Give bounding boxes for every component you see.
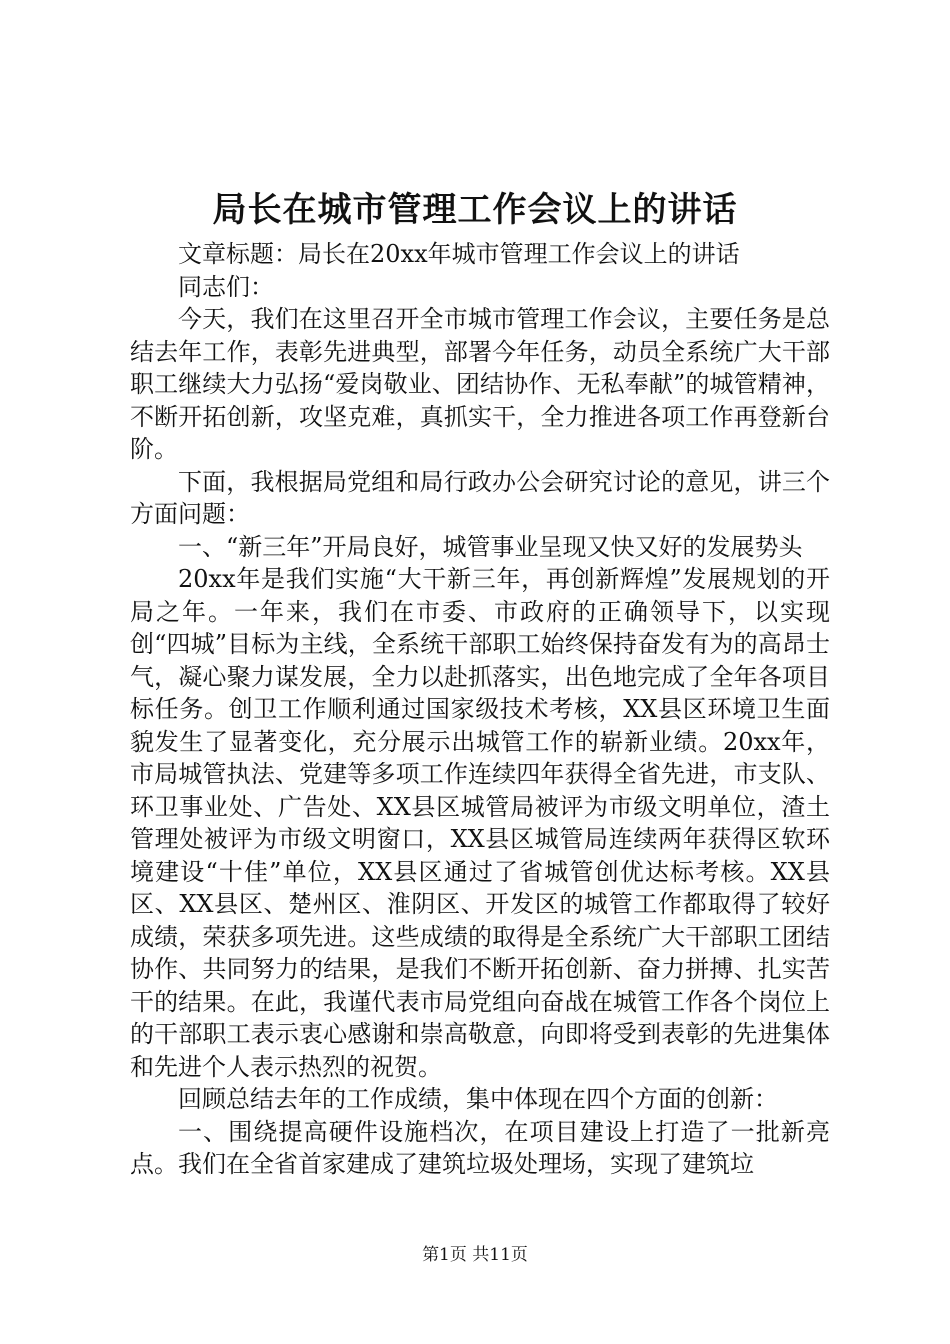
paragraph-achievements: 20xx年是我们实施“大干新三年，再创新辉煌”发展规划的开局之年。一年来，我们在市委、市政府的正确领导下，以实现创“四城”目标为主线，全系统干部职工始终保持奋发有为的高昂士气，凝心聚力谋发展，全力以赴抓落实，出色地完成了全年各项目标任务。创卫工作顺利通过国家级技术考核，XX县区环境卫生面貌发生了显著变化，充分展示出城管工作的崭新业绩。20xx年，市局城管执法、党建等多项工作连续四年获得全省先进，市支队、环卫事业处、广告处、XX县区城管局被评为市级文明单位，渣土管理处被评为市级文明窗口，XX县区城管局连续两年获得区软环境建设“十佳”单位，XX县区通过了省城管创优达标考核。XX县区、XX县区、楚州区、淮阴区、开发区的城管工作都取得了较好成绩，荣获多项先进。这些成绩的取得是全系统广大干部职工团结协作、共同努力的结果，是我们不断开拓创新、奋力拼搏、扎实苦干的结果。在此，我谨代表市局党组向奋战在城管工作各个岗位上的干部职工表示衷心感谢和崇高敬意，向即将受到表彰的先进集体和先进个人表示热烈的祝贺。 <box>130 565 830 1081</box>
paragraph-review: 回顾总结去年的工作成绩，集中体现在四个方面的创新： <box>178 1085 778 1113</box>
paragraph-innovation-1: 一、围绕提高硬件设施档次，在项目建设上打造了一批新亮点。我们在全省首家建成了建筑垃圾处理场，实现了建筑垃 <box>130 1117 830 1178</box>
section-heading-1: 一、“新三年”开局良好，城管事业呈现又快又好的发展势头 <box>178 532 803 561</box>
paragraph-intro: 今天，我们在这里召开全市城市管理工作会议，主要任务是总结去年工作，表彰先进典型，部署今年任务，动员全系统广大干部职工继续大力弘扬“爱岗敬业、团结协作、无私奉献”的城管精神，不断开拓创新，攻坚克难，真抓实干，全力推进各项工作再登新台阶。 <box>130 305 830 463</box>
paragraph-outline: 下面，我根据局党组和局行政办公会研究讨论的意见，讲三个方面问题： <box>130 467 830 528</box>
page-title: 局长在城市管理工作会议上的讲话 <box>212 190 738 230</box>
page-footer: 第1页 共11页 <box>422 1245 528 1265</box>
article-title-line: 文章标题：局长在20xx年城市管理工作会议上的讲话 <box>178 240 740 268</box>
document-body <box>130 238 830 1181</box>
salutation: 同志们： <box>178 272 274 301</box>
